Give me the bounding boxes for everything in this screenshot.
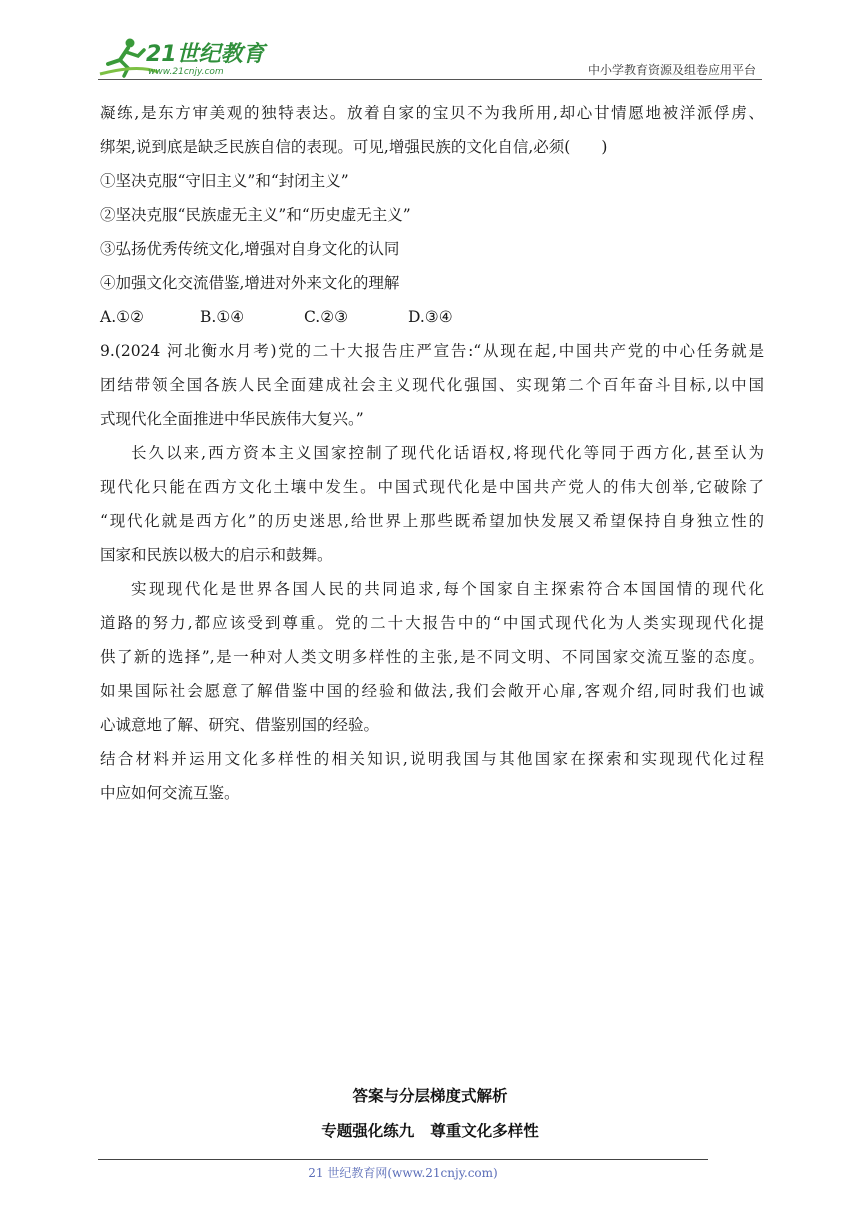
choice-a: A.①② [100, 308, 144, 326]
logo-main-text: 21世纪教育 [146, 42, 265, 67]
option-statement: ④加强文化交流借鉴,增进对外来文化的理解 [100, 274, 400, 292]
answer-choices [100, 300, 764, 334]
choice-c: C.②③ [304, 308, 349, 326]
material-paragraph-1-line: 现代化只能在西方文化土壤中发生。中国式现代化是中国共产党人的伟大创举,它破除了 [100, 478, 764, 496]
answer-section-title: 答案与分层梯度式解析 [352, 1087, 508, 1105]
platform-label: 中小学教育资源及组卷应用平台 [587, 63, 756, 77]
footer-link[interactable]: 21 世纪教育网(www.21cnjy.com) [308, 1166, 498, 1180]
material-paragraph-2-line: 如果国际社会愿意了解借鉴中国的经验和做法,我们会敞开心扉,客观介绍,同时我们也诚 [100, 682, 764, 700]
option-statement: ②坚决克服“民族虚无主义”和“历史虚无主义” [100, 206, 411, 224]
subtitle-topic: 尊重文化多样性 [430, 1122, 539, 1140]
question-9-line: 式现代化全面推进中华民族伟大复兴。” [100, 410, 364, 428]
option-statement: ①坚决克服“守旧主义”和“封闭主义” [100, 172, 349, 190]
logo-url-text: www.21cnjy.com [148, 67, 224, 77]
question-9-line: 团结带领全国各族人民全面建成社会主义现代化强国、实现第二个百年奋斗目标,以中国 [100, 376, 764, 394]
choice-d: D.③④ [408, 308, 453, 326]
continued-text-line: 绑架,说到底是缺乏民族自信的表现。可见,增强民族的文化自信,必须( ) [100, 138, 608, 156]
material-paragraph-2-line: 道路的努力,都应该受到尊重。党的二十大报告中的“中国式现代化为人类实现现代化提 [100, 614, 764, 632]
material-paragraph-1-line: “现代化就是西方化”的历史迷思,给世界上那些既希望加快发展又希望保持自身独立性的 [100, 512, 764, 530]
runner-logo-icon [98, 34, 278, 78]
question-prompt-line: 中应如何交流互鉴。 [100, 784, 240, 802]
question-prompt-line: 结合材料并运用文化多样性的相关知识,说明我国与其他国家在探索和实现现代化过程 [100, 750, 764, 768]
choice-b: B.①④ [200, 308, 245, 326]
question-9-line: 9.(2024 河北衡水月考)党的二十大报告庄严宣告:“从现在起,中国共产党的中心任务就是 [100, 342, 764, 360]
footer-divider [98, 1159, 708, 1160]
material-paragraph-2-line: 心诚意地了解、研究、借鉴别国的经验。 [100, 716, 380, 734]
page-header [98, 34, 762, 80]
material-paragraph-1-line: 长久以来,西方资本主义国家控制了现代化话语权,将现代化等同于西方化,甚至认为 [131, 444, 764, 462]
subtitle-exercise: 专题强化练九 [321, 1122, 415, 1140]
header-divider [98, 79, 762, 80]
document-body [100, 96, 764, 810]
site-logo[interactable] [98, 34, 278, 78]
material-paragraph-2-line: 实现现代化是世界各国人民的共同追求,每个国家自主探索符合本国国情的现代化 [131, 580, 764, 598]
material-paragraph-1-line: 国家和民族以极大的启示和鼓舞。 [100, 546, 333, 564]
answer-section-subtitle [0, 1119, 860, 1141]
option-statement: ③弘扬优秀传统文化,增强对自身文化的认同 [100, 240, 400, 258]
material-paragraph-2-line: 供了新的选择”,是一种对人类文明多样性的主张,是不同文明、不同国家交流互鉴的态度。 [100, 648, 764, 666]
continued-text-line: 凝练,是东方审美观的独特表达。放着自家的宝贝不为我所用,却心甘情愿地被洋派俘虏、 [100, 104, 764, 122]
